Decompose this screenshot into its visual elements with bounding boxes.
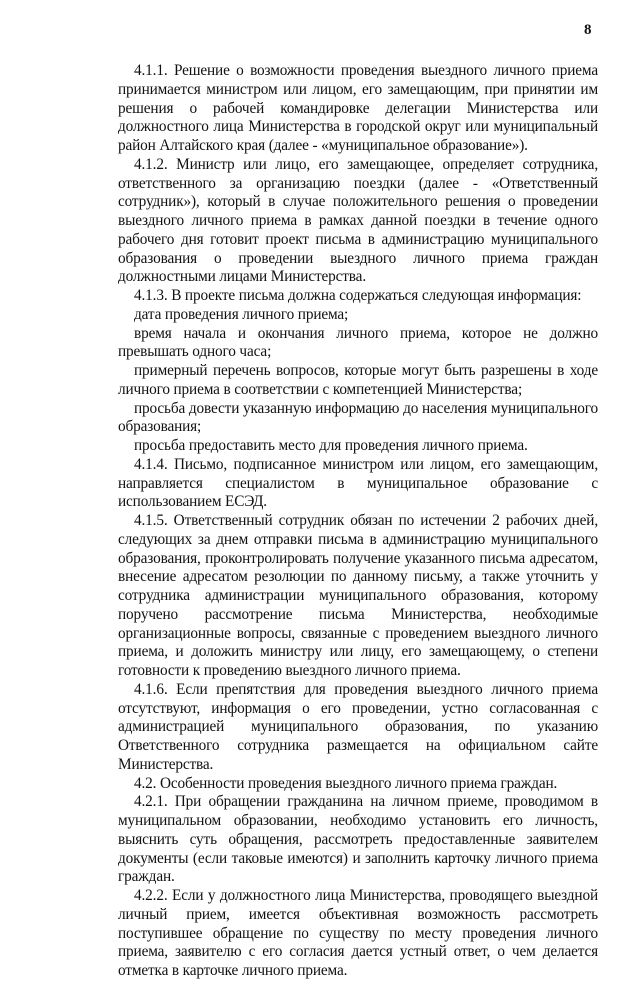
page-number: 8 <box>584 22 592 38</box>
paragraph-4-2-2: 4.2.2. Если у должностного лица Министерства, проводящего выездной личный прием, имеется объективная возможность рассмотреть поступившее обращение по существу по месту проведения личного приема, заявителю с его согласия дается устный ответ, о чем делается отметка в карточке личного приема. <box>118 887 598 979</box>
paragraph-4-2-1: 4.2.1. При обращении гражданина на личном приеме, проводимом в муниципальном образовании, необходимо установить его личность, выяснить суть обращения, рассмотреть предоставленные заявителем документы (если таковые имеются) и заполнить карточку личного приема граждан. <box>118 793 598 886</box>
paragraph-4-1-2: 4.1.2. Министр или лицо, его замещающее, определяет сотрудника, ответственного за организацию поездки (далее - «Ответственный сотрудник»), который в случае положительного решения о проведении выездного личного приема в рамках данной поездки в течение одного рабочего дня готовит проект письма в администрацию муниципального образования о проведении выездного личного приема граждан должностными лицами Министерства. <box>118 155 598 286</box>
paragraph-4-1-6: 4.1.6. Если препятствия для проведения выездного личного приема отсутствуют, информация о его проведении, устно согласованная с администрацией муниципального образования, по указанию Ответственного сотрудника размещается на официальном сайте Министерства. <box>118 680 598 773</box>
list-item-inform-population: просьба довести указанную информацию до населения муниципального образования; <box>118 399 598 436</box>
list-item-questions: примерный перечень вопросов, которые могут быть разрешены в ходе личного приема в соответствии с компетенцией Министерства; <box>118 362 598 398</box>
paragraph-4-1-4: 4.1.4. Письмо, подписанное министром или лицом, его замещающим, направляется специалистом в муниципальное образование с использованием ЕСЭД. <box>118 455 598 511</box>
list-item-date: дата проведения личного приема; <box>134 305 349 323</box>
paragraph-4-1-5: 4.1.5. Ответственный сотрудник обязан по истечении 2 рабочих дней, следующих за днем отправки письма в администрацию муниципального образования, проконтролировать получение указанного письма адресатом, внесение адресатом резолюции по данному письму, а также уточнить у сотрудника администрации муниципального образования, которому поручено рассмотрение письма Министерства, необходимые организационные вопросы, связанные с проведением выездного личного приема, и доложить министру или лицу, его замещающему, о степени готовности к проведению выездного личного приема. <box>118 512 598 679</box>
document-body <box>118 62 598 981</box>
list-item-time: время начала и окончания личного приема, которое не должно превышать одного часа; <box>118 324 598 361</box>
paragraph-4-1-3: 4.1.3. В проекте письма должна содержаться следующая информация: <box>134 287 582 304</box>
paragraph-4-2: 4.2. Особенности проведения выездного личного приема граждан. <box>134 774 558 792</box>
paragraph-4-1-1: 4.1.1. Решение о возможности проведения выездного личного приема принимается министром или лицом, его замещающим, при принятии им решения о рабочей командировке делегации Министерства или должностного лица Министерства в городской округ или муниципальный район Алтайского края (далее - «муниципальное образование»). <box>118 62 598 154</box>
list-item-venue: просьба предоставить место для проведения личного приема. <box>134 437 528 454</box>
